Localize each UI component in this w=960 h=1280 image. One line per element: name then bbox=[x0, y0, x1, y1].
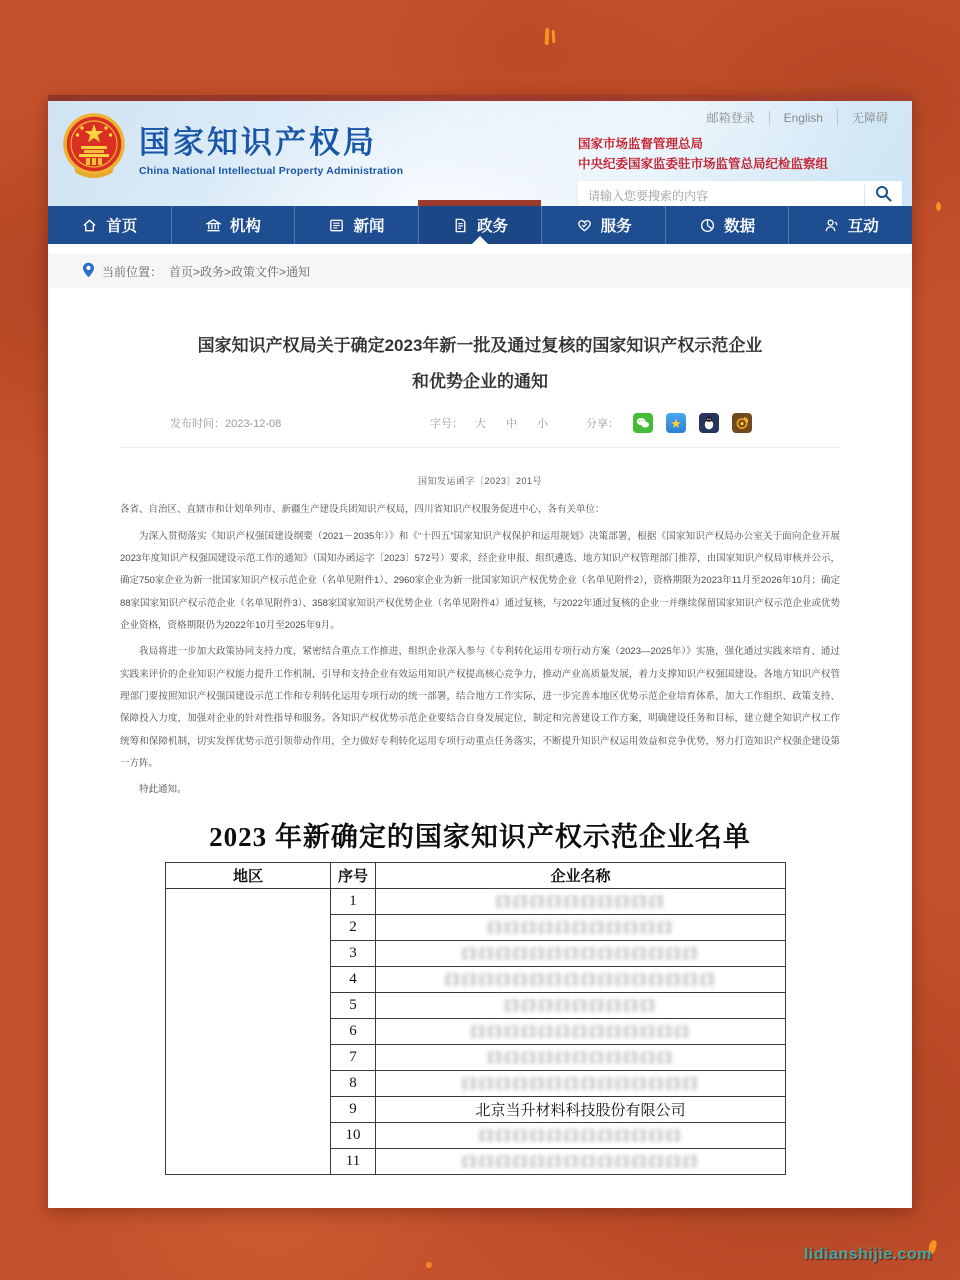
table-header-row bbox=[166, 863, 786, 889]
bank-icon bbox=[205, 217, 222, 234]
column-header-number: 序号 bbox=[331, 863, 376, 889]
roster-title: 2023 年新确定的国家知识产权示范企业名单 bbox=[209, 822, 751, 853]
column-header-company-name: 企业名称 bbox=[376, 863, 786, 889]
nav-label: 数据 bbox=[724, 218, 756, 235]
site-header bbox=[48, 101, 912, 206]
location-pin-icon bbox=[82, 262, 95, 281]
row-number: 4 bbox=[331, 967, 376, 993]
article-title-line-2: 和优势企业的通知 bbox=[412, 371, 548, 391]
company-name-redacted: 口口口口口口口口口口口口口口口口 bbox=[376, 967, 786, 993]
pie-chart-icon bbox=[699, 217, 716, 234]
nav-item-government-affairs[interactable] bbox=[418, 206, 542, 244]
nav-item-institution[interactable] bbox=[171, 206, 295, 244]
breadcrumb-path[interactable]: 首页>政务>政策文件>通知 bbox=[169, 264, 311, 279]
company-name-redacted: 口口口口口口口口口口口口口口 bbox=[376, 941, 786, 967]
share-label: 分享： bbox=[586, 418, 619, 431]
document-number: 国知发运函字〔2023〕201号 bbox=[417, 476, 543, 487]
document-icon bbox=[452, 217, 469, 234]
main-nav bbox=[48, 206, 912, 244]
company-name-redacted: 口口口口口口口口口口口 bbox=[376, 1045, 786, 1071]
qq-share-icon[interactable] bbox=[699, 413, 719, 433]
company-name-redacted: 口口口口口口口口口口口 bbox=[376, 915, 786, 941]
company-name: 北京当升材料科技股份有限公司 bbox=[376, 1097, 786, 1123]
mail-login-link[interactable]: 邮箱登录 bbox=[706, 111, 755, 125]
person-icon bbox=[823, 217, 840, 234]
paint-mark bbox=[545, 28, 550, 45]
breadcrumb bbox=[48, 254, 912, 288]
paragraph-closing: 特此通知。 bbox=[139, 784, 187, 796]
region-cell bbox=[166, 889, 331, 1175]
row-number: 6 bbox=[331, 1019, 376, 1045]
company-name-redacted: 口口口口口口口口口口口口口口 bbox=[376, 1149, 786, 1175]
article-title-line-1: 国家知识产权局关于确定2023年新一批及通过复核的国家知识产权示范企业 bbox=[197, 336, 763, 355]
row-number: 1 bbox=[331, 889, 376, 915]
search-button[interactable] bbox=[864, 185, 902, 206]
nav-label: 政务 bbox=[477, 218, 509, 235]
site-search bbox=[578, 181, 902, 206]
weibo-share-icon[interactable] bbox=[732, 413, 752, 433]
row-number: 10 bbox=[331, 1123, 376, 1149]
accessibility-link[interactable]: 无障碍 bbox=[837, 109, 902, 126]
column-header-region: 地区 bbox=[166, 863, 331, 889]
qzone-share-icon[interactable]: ★ bbox=[666, 413, 686, 433]
wechat-share-icon[interactable] bbox=[633, 413, 653, 433]
newspaper-icon bbox=[328, 217, 345, 234]
webpage-screenshot bbox=[48, 95, 912, 1208]
article-title bbox=[120, 328, 840, 399]
paint-mark bbox=[936, 202, 941, 211]
nav-label: 互动 bbox=[847, 218, 879, 235]
nav-item-interaction[interactable] bbox=[788, 206, 912, 244]
heart-service-icon bbox=[576, 217, 593, 234]
nav-item-home[interactable] bbox=[48, 206, 171, 244]
company-name-redacted: 口口口口口口口口口口 bbox=[376, 889, 786, 915]
home-icon bbox=[81, 217, 98, 234]
supervising-org-lines bbox=[578, 134, 902, 174]
top-utility-links bbox=[578, 109, 902, 126]
paragraph-requirements: 我局将进一步加大政策协同支持力度，紧密结合重点工作推进，组织企业深入参与《专利转化运用专项行动方案（2023—2025年）》实施，强化通过实践来培育、通过实践来评价的企业知识产权能力提升工作机制，引导和支持企业有效运用知识产权提高核心竞争力，推动产业高质量发展，着力支撑知识产权强国建设。各地方知识产权管理部门要按照知识产权强国建设示范工作和专利转化运用专项行动的统一部署，结合地方工作实际，进一步完善本地区优势示范企业培育体系，加大工作组织、政策支持、保障投入力度，加强对企业的针对性指导和服务。各知识产权优势示范企业要结合自身发展定位，制定和完善建设工作方案，明确建设任务和目标，建立健全知识产权工作统筹和保障机制，切实发挥优势示范引领带动作用，全力做好专利转化运用专项行动重点任务落实，不断提升知识产权运用效益和竞争优势，努力打造知识产权强企建设第一方阵。 bbox=[120, 646, 840, 769]
font-size-large-button[interactable]: 大 bbox=[475, 418, 486, 431]
site-subtitle: China National Intellectual Property Administration bbox=[139, 165, 404, 177]
search-icon bbox=[875, 185, 892, 207]
national-emblem-icon bbox=[62, 110, 126, 189]
company-name-redacted: 口口口口口口口口口口口口口口 bbox=[376, 1071, 786, 1097]
row-number: 9 bbox=[331, 1097, 376, 1123]
article-body bbox=[120, 499, 840, 801]
font-size-medium-button[interactable]: 中 bbox=[506, 418, 517, 431]
breadcrumb-label: 当前位置： bbox=[102, 264, 163, 279]
nav-label: 新闻 bbox=[353, 218, 385, 235]
row-number: 11 bbox=[331, 1149, 376, 1175]
table-row bbox=[166, 889, 786, 915]
paragraph-salutation: 各省、自治区、直辖市和计划单列市、新疆生产建设兵团知识产权局，四川省知识产权服务促进中心，各有关单位： bbox=[120, 504, 605, 516]
font-size-label: 字号： bbox=[430, 418, 463, 431]
share-icons bbox=[633, 413, 752, 433]
row-number: 8 bbox=[331, 1071, 376, 1097]
font-size-small-button[interactable]: 小 bbox=[537, 418, 548, 431]
nav-item-news[interactable] bbox=[294, 206, 418, 244]
org-line-1: 国家市场监督管理总局 bbox=[578, 137, 704, 151]
nav-item-services[interactable] bbox=[541, 206, 665, 244]
paragraph-decision: 为深入贯彻落实《知识产权强国建设纲要（2021－2035年）》和《“十四五”国家知识产权保护和运用规划》决策部署，根据《国家知识产权局办公室关于面向企业开展2023年度知识产权强国建设示范工作的通知》（国知办函运字〔2023〕572号）要求，经企业申报、组织遴选、地方知识产权管理部门推荐，由国家知识产权局审核并公示，确定750家企业为新一批国家知识产权示范企业（名单见附件1）、2960家企业为新一批国家知识产权优势企业（名单见附件2），资格期限为2023年11月至2026年10月；确定88家国家知识产权示范企业（名单见附件3）、358家国家知识产权优势企业（名单见附件4）通过复核，与2022年通过复核的企业一并继续保留国家知识产权示范企业或优势企业资格，资格期限仍为2022年10月至2025年9月。 bbox=[120, 530, 840, 631]
company-name-redacted: 口口口口口口口口口 bbox=[376, 993, 786, 1019]
site-title: 国家知识产权局 bbox=[139, 125, 377, 160]
nav-item-data[interactable] bbox=[665, 206, 789, 244]
row-number: 7 bbox=[331, 1045, 376, 1071]
site-watermark: lidianshijie.com bbox=[803, 1246, 932, 1263]
english-link[interactable]: English bbox=[769, 111, 837, 125]
search-input[interactable] bbox=[578, 181, 864, 206]
publish-date: 发布时间：2023-12-08 bbox=[170, 418, 282, 431]
nav-label: 机构 bbox=[229, 218, 261, 235]
org-line-2: 中央纪委国家监委驻市场监管总局纪检监察组 bbox=[578, 157, 829, 171]
row-number: 5 bbox=[331, 993, 376, 1019]
nav-label: 首页 bbox=[106, 218, 138, 235]
article bbox=[48, 328, 912, 1175]
site-logo[interactable] bbox=[62, 110, 403, 189]
company-name-redacted: 口口口口口口口口口口口口口 bbox=[376, 1019, 786, 1045]
roster-table bbox=[165, 862, 786, 1175]
row-number: 2 bbox=[331, 915, 376, 941]
company-name-redacted: 口口口口口口口口口口口口 bbox=[376, 1123, 786, 1149]
paint-mark bbox=[552, 30, 556, 43]
article-meta bbox=[120, 413, 840, 448]
row-number: 3 bbox=[331, 941, 376, 967]
paint-mark bbox=[426, 1262, 432, 1268]
nav-label: 服务 bbox=[600, 218, 632, 235]
